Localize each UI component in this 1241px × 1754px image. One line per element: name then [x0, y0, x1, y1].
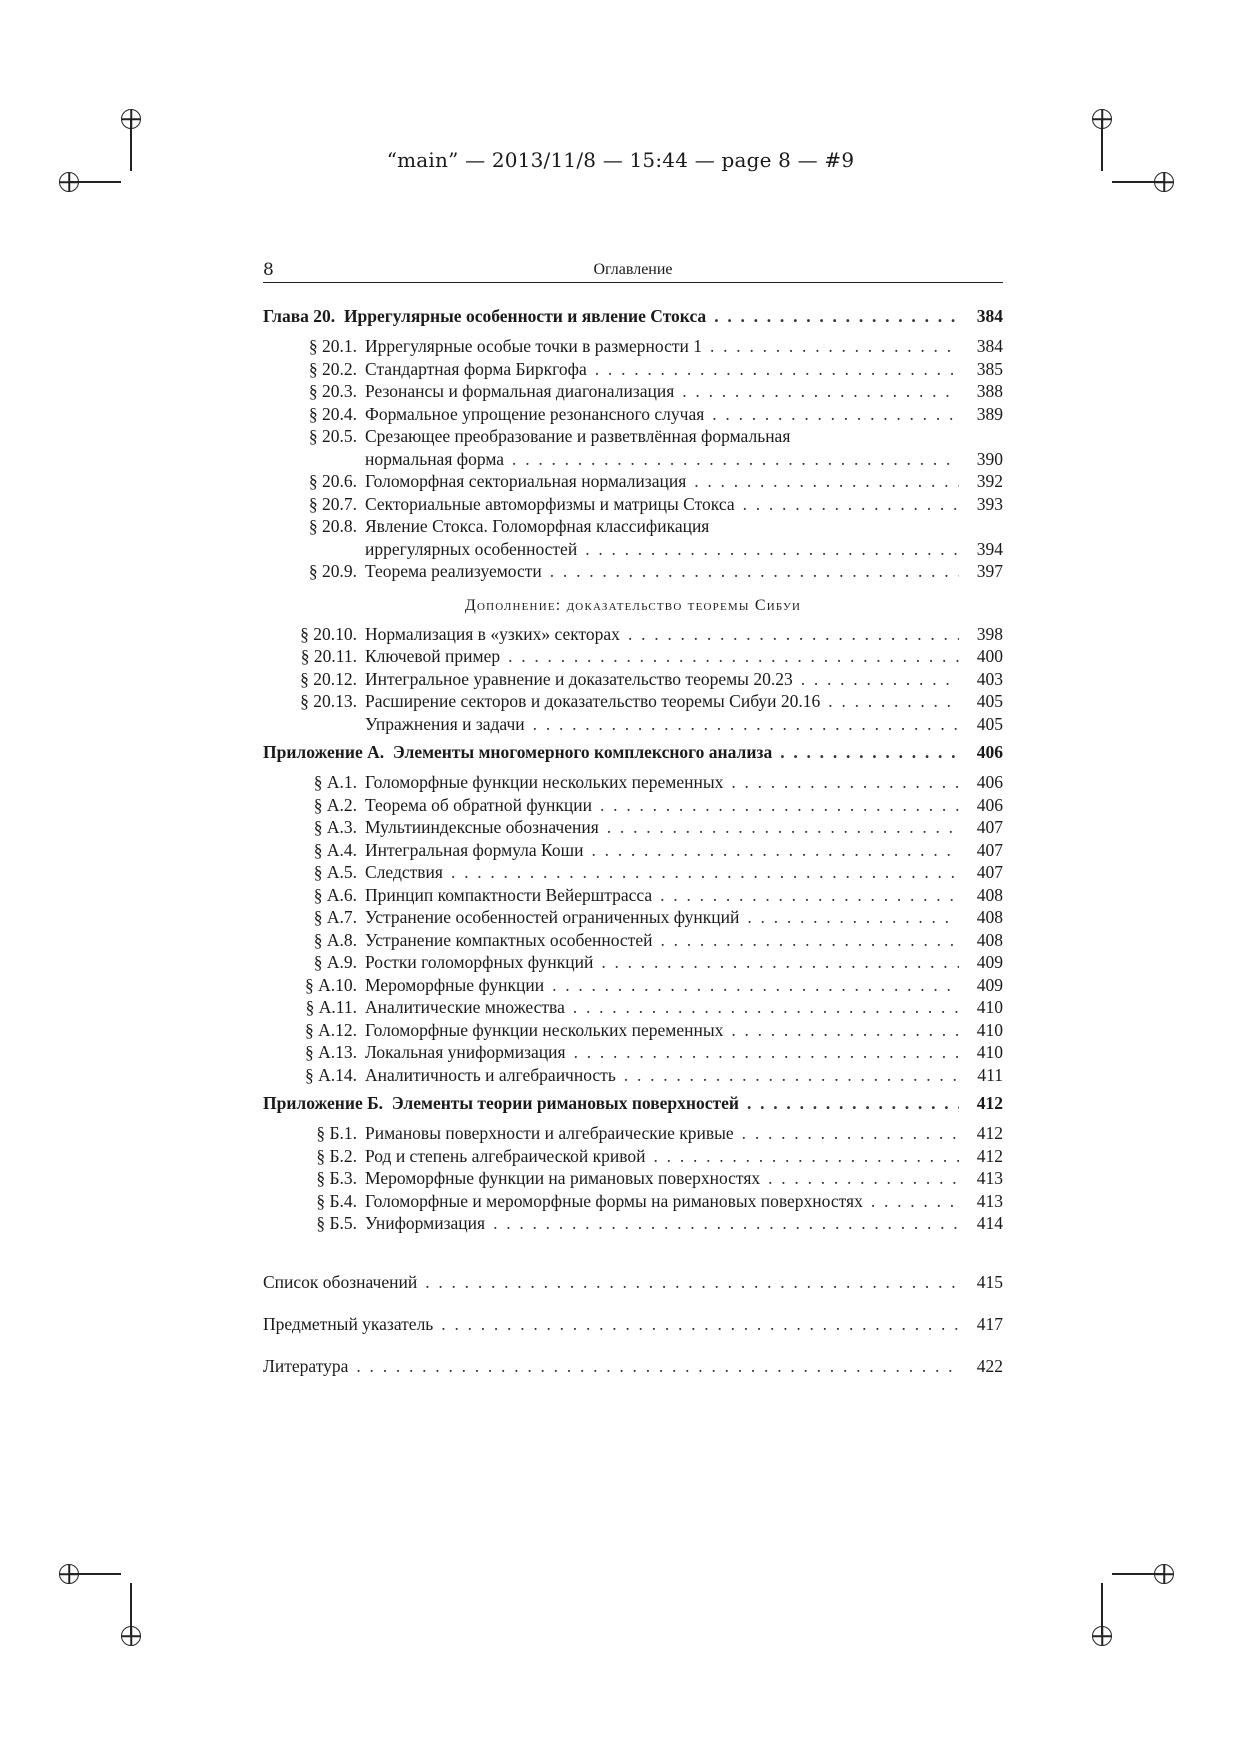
toc-chapter-20[interactable]: Глава 20. Иррегулярные особенности и явление Стокса . . . 384 [263, 306, 1003, 336]
toc-section[interactable]: § А.4. Интегральная формула Коши . . . 407 [263, 840, 1003, 863]
toc-section[interactable]: § А.11. Аналитические множества . . . 410 [263, 997, 1003, 1020]
toc-section[interactable]: § А.14. Аналитичность и алгебраичность . . . 411 [263, 1065, 1003, 1088]
toc-section[interactable]: § 20.8. Явление Стокса. Голоморфная классификация [308, 516, 710, 536]
toc-section[interactable]: § А.1. Голоморфные функции нескольких переменных . . . 406 [263, 772, 1003, 795]
toc-section[interactable]: § А.5. Следствия . . . 407 [263, 862, 1003, 885]
toc-section[interactable]: § А.8. Устранение компактных особенностей . . . 408 [263, 930, 1003, 953]
toc-section[interactable]: § А.3. Мультииндексные обозначения . . . 407 [263, 817, 1003, 840]
toc-section[interactable]: § 20.5. Срезающее преобразование и разветвлённая формальная [308, 426, 791, 446]
toc-section[interactable]: § 20.7. Секториальные автоморфизмы и матрицы Стокса . . . 393 [263, 494, 1003, 517]
toc-section[interactable]: § А.6. Принцип компактности Вейерштрасса . . . 408 [263, 885, 1003, 908]
toc-section[interactable]: § 20.3. Резонансы и формальная диагонализация . . . 388 [263, 381, 1003, 404]
toc-section[interactable]: § А.9. Ростки голоморфных функций . . . 409 [263, 952, 1003, 975]
toc-subject-index[interactable]: Предметный указатель . . . 417 [263, 1314, 1003, 1338]
toc-appendix-b[interactable]: Приложение Б. Элементы теории римановых поверхностей . . . 412 [263, 1093, 1003, 1123]
toc-section[interactable]: § 20.9. Теорема реализуемости . . . 397 [263, 561, 1003, 584]
toc-section-continued[interactable]: нормальная форма . . . 390 [263, 449, 1003, 472]
toc-section[interactable]: § 20.10. Нормализация в «узких» секторах . . . 398 [263, 624, 1003, 647]
toc-section[interactable]: § Б.5. Униформизация . . . 414 [263, 1213, 1003, 1236]
supplement-heading: Дополнение: доказательство теоремы Сибуи [464, 596, 802, 614]
toc-section[interactable]: § 20.11. Ключевой пример . . . 400 [263, 646, 1003, 669]
toc-section[interactable]: § А.13. Локальная униформизация . . . 410 [263, 1042, 1003, 1065]
running-head-title: Оглавление [593, 261, 673, 278]
toc-section[interactable]: § 20.13. Расширение секторов и доказательство теоремы Сибуи 20.16 . . . 405 [263, 691, 1003, 714]
toc-list-of-notation[interactable]: Список обозначений . . . 415 [263, 1272, 1003, 1296]
toc-section[interactable]: § Б.1. Римановы поверхности и алгебраические кривые . . . 412 [263, 1123, 1003, 1146]
table-of-contents [263, 306, 1003, 1380]
toc-section[interactable]: § А.10. Мероморфные функции . . . 409 [263, 975, 1003, 998]
toc-section[interactable]: § 20.2. Стандартная форма Биркгофа . . . 385 [263, 359, 1003, 382]
toc-section[interactable]: § Б.4. Голоморфные и мероморфные формы на римановых поверхностях . . . 413 [263, 1191, 1003, 1214]
toc-section[interactable]: § 20.12. Интегральное уравнение и доказательство теоремы 20.23 . . . 403 [263, 669, 1003, 692]
toc-exercises[interactable]: Упражнения и задачи . . . 405 [263, 714, 1003, 737]
toc-appendix-a[interactable]: Приложение А. Элементы многомерного комплексного анализа . . . 406 [263, 742, 1003, 772]
print-stamp: “main” — 2013/11/8 — 15:44 — page 8 — #9 [386, 148, 855, 172]
toc-section[interactable]: § 20.1. Иррегулярные особые точки в размерности 1 . . . 384 [263, 336, 1003, 359]
toc-section[interactable]: § Б.3. Мероморфные функции на римановых поверхностях . . . 413 [263, 1168, 1003, 1191]
toc-section[interactable]: § 20.4. Формальное упрощение резонансного случая . . . 389 [263, 404, 1003, 427]
toc-section[interactable]: § А.7. Устранение особенностей ограниченных функций . . . 408 [263, 907, 1003, 930]
toc-section[interactable]: § А.2. Теорема об обратной функции . . . 406 [263, 795, 1003, 818]
toc-section[interactable]: § А.12. Голоморфные функции нескольких переменных . . . 410 [263, 1020, 1003, 1043]
running-head [263, 258, 1003, 283]
page-number: 8 [263, 260, 274, 280]
toc-bibliography[interactable]: Литература . . . 422 [263, 1356, 1003, 1380]
toc-section[interactable]: § 20.6. Голоморфная секториальная нормализация . . . 392 [263, 471, 1003, 494]
toc-section[interactable]: § Б.2. Род и степень алгебраической кривой . . . 412 [263, 1146, 1003, 1169]
toc-section-continued[interactable]: иррегулярных особенностей . . . 394 [263, 539, 1003, 562]
